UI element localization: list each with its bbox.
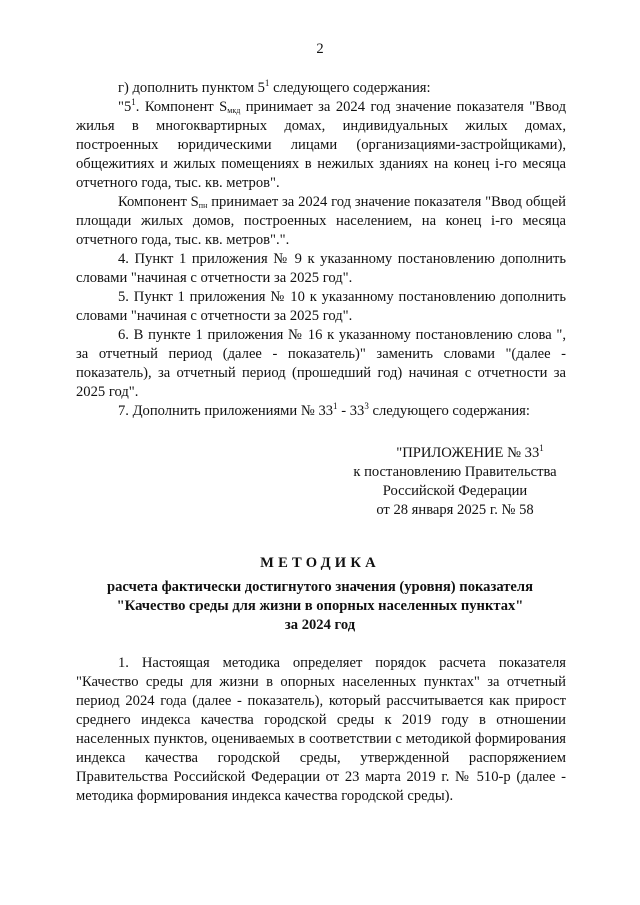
item-7-paragraph: 7. Дополнить приложениями № $33^1 - 33^3$ следующего содержания: [118,401,530,419]
methodology-item-1-paragraph: 1. Настоящая методика определяет порядок расчета показателя "Качество среды для жизни в опорных населенных пунктах" за отчетный период 2024 года (далее - показатель), который рассчитывается как прирост среднего индекса качества городской среды к 2019 году в отношении населенных пунктов, оцениваемых в соответствии с методикой формирования индекса качества городской среды, утвержденной распоряжением Правительства Российской Федерации от 23 марта 2019 г. № 510-р (далее - методика формирования индекса качества городской среды). [76,655,566,804]
item-g-paragraph: г) дополнить пунктом $5^1$ следующего содержания: [118,78,431,96]
component-spn-paragraph: Компонент $S_{пн}$ принимает за 2024 год значение показателя "Ввод общей площади жилых домов, построенных населением, на конец i-го месяца отчетного года, тыс. кв. метров".". [76,194,566,248]
quote-5-1-paragraph: "$5^1$. Компонент $S_{мкд}$ принимает за 2024 год значение показателя "Ввод жилья в многоквартирных домах, индивидуальных жилых домах, построенных юридическими лицами (организациями-застройщиками), общежитиях и жилых помещениях в нежилых зданиях на конец i-го месяца отчетного года, тыс. кв. метров". [76,97,567,191]
page-number: 2 [316,41,324,57]
appendix-line-3: Российской Федерации [382,483,528,499]
appendix-line-4: от 28 января 2025 г. № 58 [376,502,534,518]
methodology-subtitle-line-1: расчета фактически достигнутого значения (уровня) показателя [106,579,533,595]
appendix-line-2: к постановлению Правительства [353,464,557,480]
methodology-body [76,654,566,806]
amendments-block [76,79,566,421]
item-4-paragraph: 4. Пункт 1 приложения № 9 к указанному постановлению дополнить словами "начиная с отчетности за 2025 год". [76,251,566,286]
methodology-subtitle [60,578,580,635]
item-6-paragraph: 6. В пункте 1 приложения № 16 к указанному постановлению слова ", за отчетный период (далее - показатель)" заменить словами "(далее - показатель), за отчетный период (прошедший год) начиная с отчетности за 2025 год". [76,327,566,400]
methodology-title: МЕТОДИКА [260,555,380,571]
item-5-paragraph: 5. Пункт 1 приложения № 10 к указанному постановлению дополнить словами "начиная с отчетности за 2025 год". [76,289,566,324]
methodology-subtitle-line-3: за 2024 год [284,617,356,633]
methodology-subtitle-line-2: "Качество среды для жизни в опорных населенных пунктах" [116,598,524,614]
appendix-title: "ПРИЛОЖЕНИЕ № $33^1$ [396,443,544,461]
appendix-header [340,444,570,520]
